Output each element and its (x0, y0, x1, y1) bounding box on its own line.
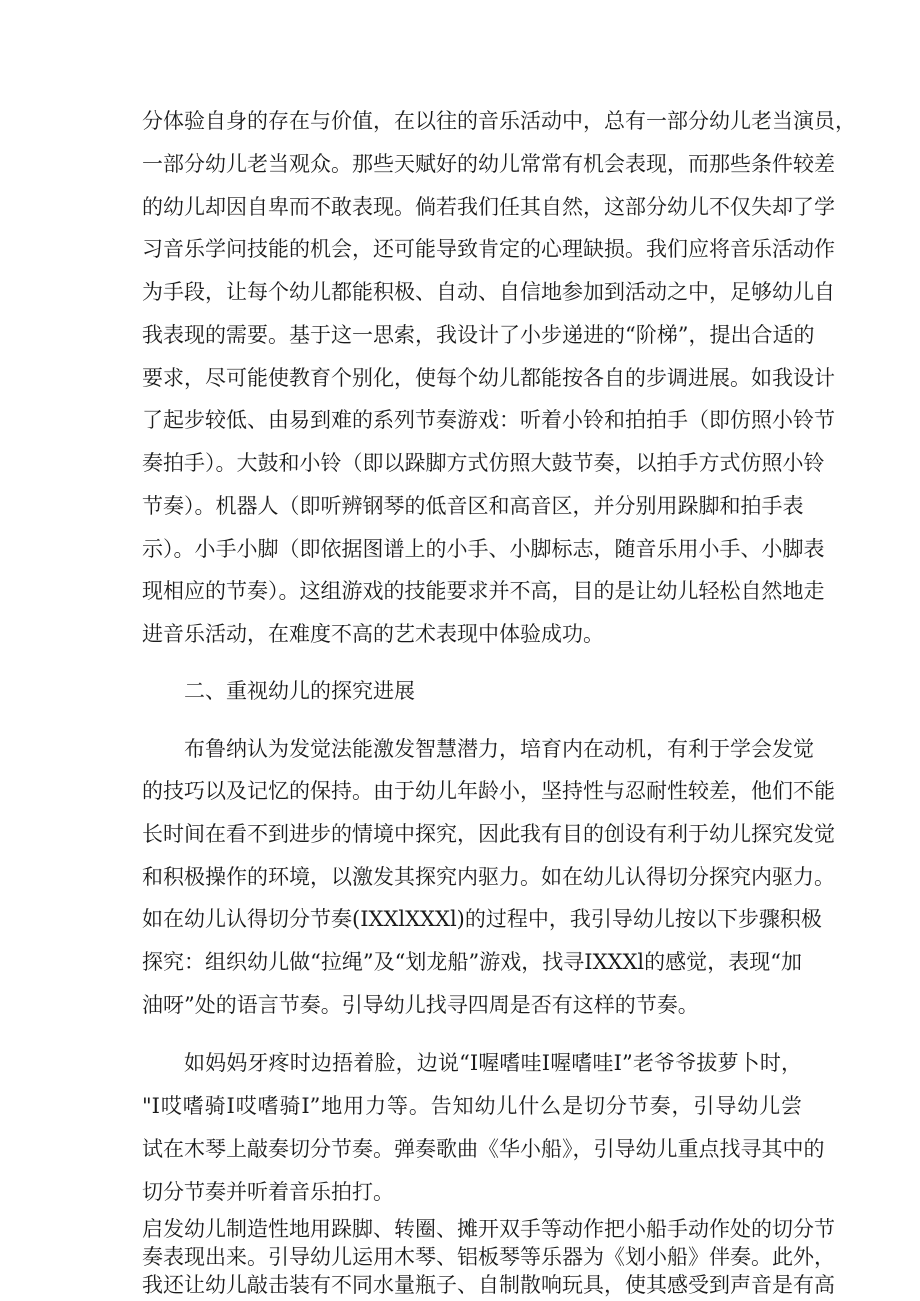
paragraph-1-line: 奏拍手）。大鼓和小铃（即以跺脚方式仿照大鼓节奏，以拍手方式仿照小铃 (142, 451, 825, 475)
paragraph-1-line: 节奏）。机器人（即听辨钢琴的低音区和高音区，并分别用跺脚和拍手表 (142, 494, 804, 518)
paragraph-1-line: 为手段，让每个幼儿都能积极、自动、自信地参加到活动之中，足够幼儿自 (142, 280, 835, 304)
section-heading: 二、重视幼儿的探究进展 (184, 679, 415, 703)
paragraph-1-line: 示）。小手小脚（即依据图谱上的小手、小脚标志，随音乐用小手、小脚表 (142, 537, 825, 561)
paragraph-2-line: 如在幼儿认得切分节奏(IXXlXXXl)的过程中，我引导幼儿按以下步骤积极 (142, 907, 822, 931)
paragraph-1-line: 我表现的需要。基于这一思索，我设计了小步递进的“阶梯”，提出合适的 (142, 323, 815, 347)
paragraph-4-line: 奏表现出来。引导幼儿运用木琴、铝板琴等乐器为《划小船》伴奏。此外， (142, 1245, 835, 1269)
paragraph-2-line: 探究：组织幼儿做“拉绳”及“划龙船”游戏，找寻IXXXl的感觉，表现“加 (142, 950, 802, 974)
paragraph-2-line: 布鲁纳认为发觉法能激发智慧潜力，培育内在动机，有利于学会发觉 (184, 737, 814, 761)
paragraph-1-line: 现相应的节奏）。这组游戏的技能要求并不高，目的是让幼儿轻松自然地走 (142, 579, 825, 603)
paragraph-2-line: 油呀”处的语言节奏。引导幼儿找寻四周是否有这样的节奏。 (142, 993, 699, 1017)
paragraph-1-line: 了起步较低、由易到难的系列节奏游戏：听着小铃和拍拍手（即仿照小铃节 (142, 408, 835, 432)
paragraph-1-line: 的幼儿却因自卑而不敢表现。倘若我们任其自然，这部分幼儿不仅失却了学 (142, 195, 835, 219)
paragraph-3-line: "I哎嗜骑I哎嗜骑I”地用力等。告知幼儿什么是切分节奏，引导幼儿尝 (142, 1094, 802, 1118)
paragraph-2-line: 和积极操作的环境，以激发其探究内驱力。如在幼儿认得切分探究内驱力。 (142, 865, 835, 889)
paragraph-1-line: 要求，尽可能使教育个别化，使每个幼儿都能按各自的步调进展。如我设计 (142, 366, 835, 390)
paragraph-3-line: 切分节奏并听着音乐拍打。 (142, 1180, 394, 1204)
paragraph-2-line: 的技巧以及记忆的保持。由于幼儿年龄小，坚持性与忍耐性较差，他们不能 (142, 779, 835, 803)
paragraph-1-line: 进音乐活动，在难度不高的艺术表现中体验成功。 (142, 622, 604, 646)
paragraph-1-line: 分体验自身的存在与价值，在以往的音乐活动中，总有一部分幼儿老当演员， (142, 109, 856, 133)
paragraph-2-line: 长时间在看不到进步的情境中探究，因此我有目的创设有利于幼儿探究发觉 (142, 822, 835, 846)
paragraph-3-line: 如妈妈牙疼时边捂着脸，边说“I喔嗜哇I喔嗜哇I”老爷爷拔萝卜时， (184, 1051, 802, 1075)
paragraph-4-line: 启发幼儿制造性地用跺脚、转圈、摊开双手等动作把小船手动作处的切分节 (142, 1217, 835, 1241)
paragraph-3-line: 试在木琴上敲奏切分节奏。弹奏歌曲《华小船》，引导幼儿重点找寻其中的 (142, 1137, 825, 1161)
paragraph-4-line: 我还让幼儿敲击装有不同水量瓶子、自制散响玩具，使其感受到声音是有高 (142, 1273, 835, 1297)
paragraph-1-line: 一部分幼儿老当观众。那些天赋好的幼儿常常有机会表现，而那些条件较差 (142, 152, 835, 176)
paragraph-1-line: 习音乐学问技能的机会，还可能导致肯定的心理缺损。我们应将音乐活动作 (142, 237, 835, 261)
